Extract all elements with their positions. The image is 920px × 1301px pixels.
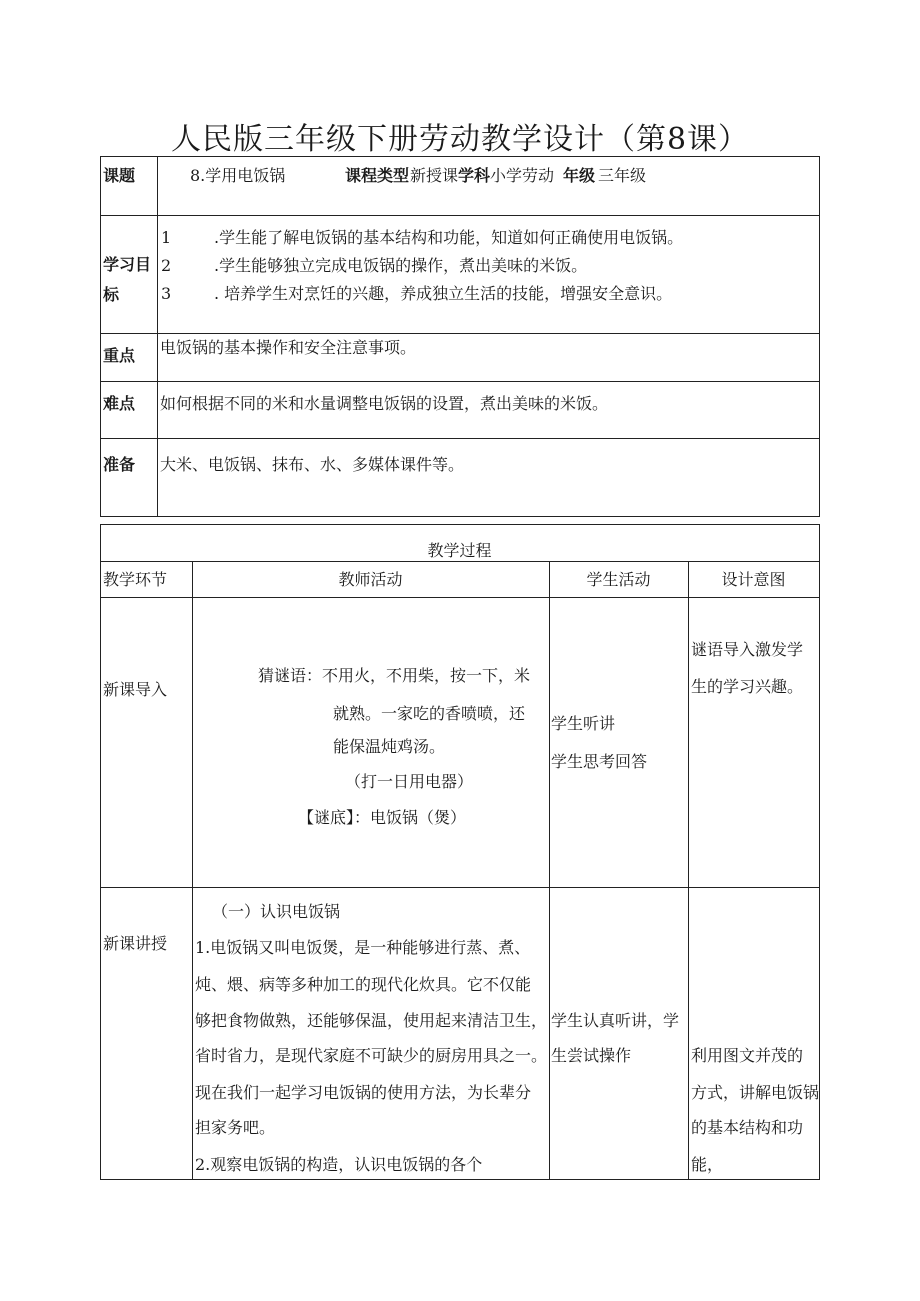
course-type-value: 新授课 [410,166,459,185]
student-intro-line-2: 学生思考回答 [551,752,648,771]
teacher-intro-line-2: 就熟。一家吃的香喷喷，还 [333,704,526,723]
teacher-teach-line-2: 1.电饭锅又叫电饭煲，是一种能够进行蒸、煮、 [195,938,531,957]
goal-3-text: . 培养学生对烹饪的兴趣，养成独立生活的技能，增强安全意识。 [214,284,673,303]
goals-label: 学习目标 [103,255,152,304]
teacher-teach-line-1: （一）认识电饭锅 [212,902,341,921]
column-header-intent: 设计意图 [721,570,786,589]
grade-label: 年级 [563,166,596,185]
course-type-label: 课程类型 [345,166,410,185]
teacher-teach-line-3: 炖、煨、病等多种加工的现代化炊具。它不仅能 [195,975,532,994]
intent-intro-line-1: 谜语导入激发学 [691,640,804,659]
key-point-label: 重点 [103,346,136,365]
intent-teach-line-1: 利用图文并茂的 [691,1046,804,1065]
difficulty-value: 如何根据不同的米和水量调整电饭锅的设置，煮出美味的米饭。 [160,394,609,413]
student-teach-line-1: 学生认真听讲，学 [551,1011,680,1030]
teacher-intro-line-5: 【谜底】：电饭锅（煲） [298,808,467,827]
teacher-intro-line-4: （打一日用电器） [345,772,474,791]
student-intro-line-1: 学生听讲 [551,714,616,733]
student-teach-line-2: 生尝试操作 [551,1046,632,1065]
preparation-value: 大米、电饭锅、抹布、水、多媒体课件等。 [160,455,465,474]
key-point-value: 电饭锅的基本操作和安全注意事项。 [160,338,417,357]
teacher-teach-line-8: 2.观察电饭锅的构造，认识电饭锅的各个 [195,1155,483,1174]
stage-teaching: 新课讲授 [103,934,168,953]
teacher-intro-line-1: 猜谜语：不用火，不用柴，按一下，米 [258,666,531,685]
goal-3-number: 3 [161,284,172,303]
document-title: 人民版三年级下册劳动教学设计（第8课） [170,122,750,157]
intent-teach-line-4: 能， [691,1155,724,1174]
preparation-label: 准备 [103,455,136,474]
teacher-teach-line-4: 够把食物做熟，还能够保温，使用起来清洁卫生， [195,1011,548,1030]
stage-intro: 新课导入 [103,680,168,699]
teacher-teach-line-6: 现在我们一起学习电饭锅的使用方法，为长辈分 [195,1083,532,1102]
goal-2-text: .学生能够独立完成电饭锅的操作，煮出美味的米饭。 [214,256,588,275]
topic-label: 课题 [103,166,136,185]
subject-value: 小学劳动 [490,166,555,185]
column-header-student: 学生活动 [586,570,651,589]
topic-value: 8.学用电饭锅 [190,166,286,185]
intent-teach-line-3: 的基本结构和功 [691,1118,804,1137]
intent-teach-line-2: 方式，讲解电饭锅 [691,1083,820,1102]
process-heading: 教学过程 [427,541,492,560]
intent-intro-line-2: 生的学习兴趣。 [691,677,804,696]
grade-value: 三年级 [598,166,647,185]
column-header-teacher: 教师活动 [338,570,403,589]
column-header-stage: 教学环节 [103,570,168,589]
goal-2-number: 2 [161,256,172,275]
subject-label: 学科 [458,166,491,185]
goal-1-number: 1 [161,228,172,247]
goal-1-text: .学生能了解电饭锅的基本结构和功能，知道如何正确使用电饭锅。 [214,228,684,247]
teacher-intro-line-3: 能保温炖鸡汤。 [333,737,446,756]
difficulty-label: 难点 [103,394,136,413]
teacher-teach-line-7: 担家务吧。 [195,1118,276,1137]
teacher-teach-line-5: 省时省力，是现代家庭不可缺少的厨房用具之一。 [195,1046,548,1065]
